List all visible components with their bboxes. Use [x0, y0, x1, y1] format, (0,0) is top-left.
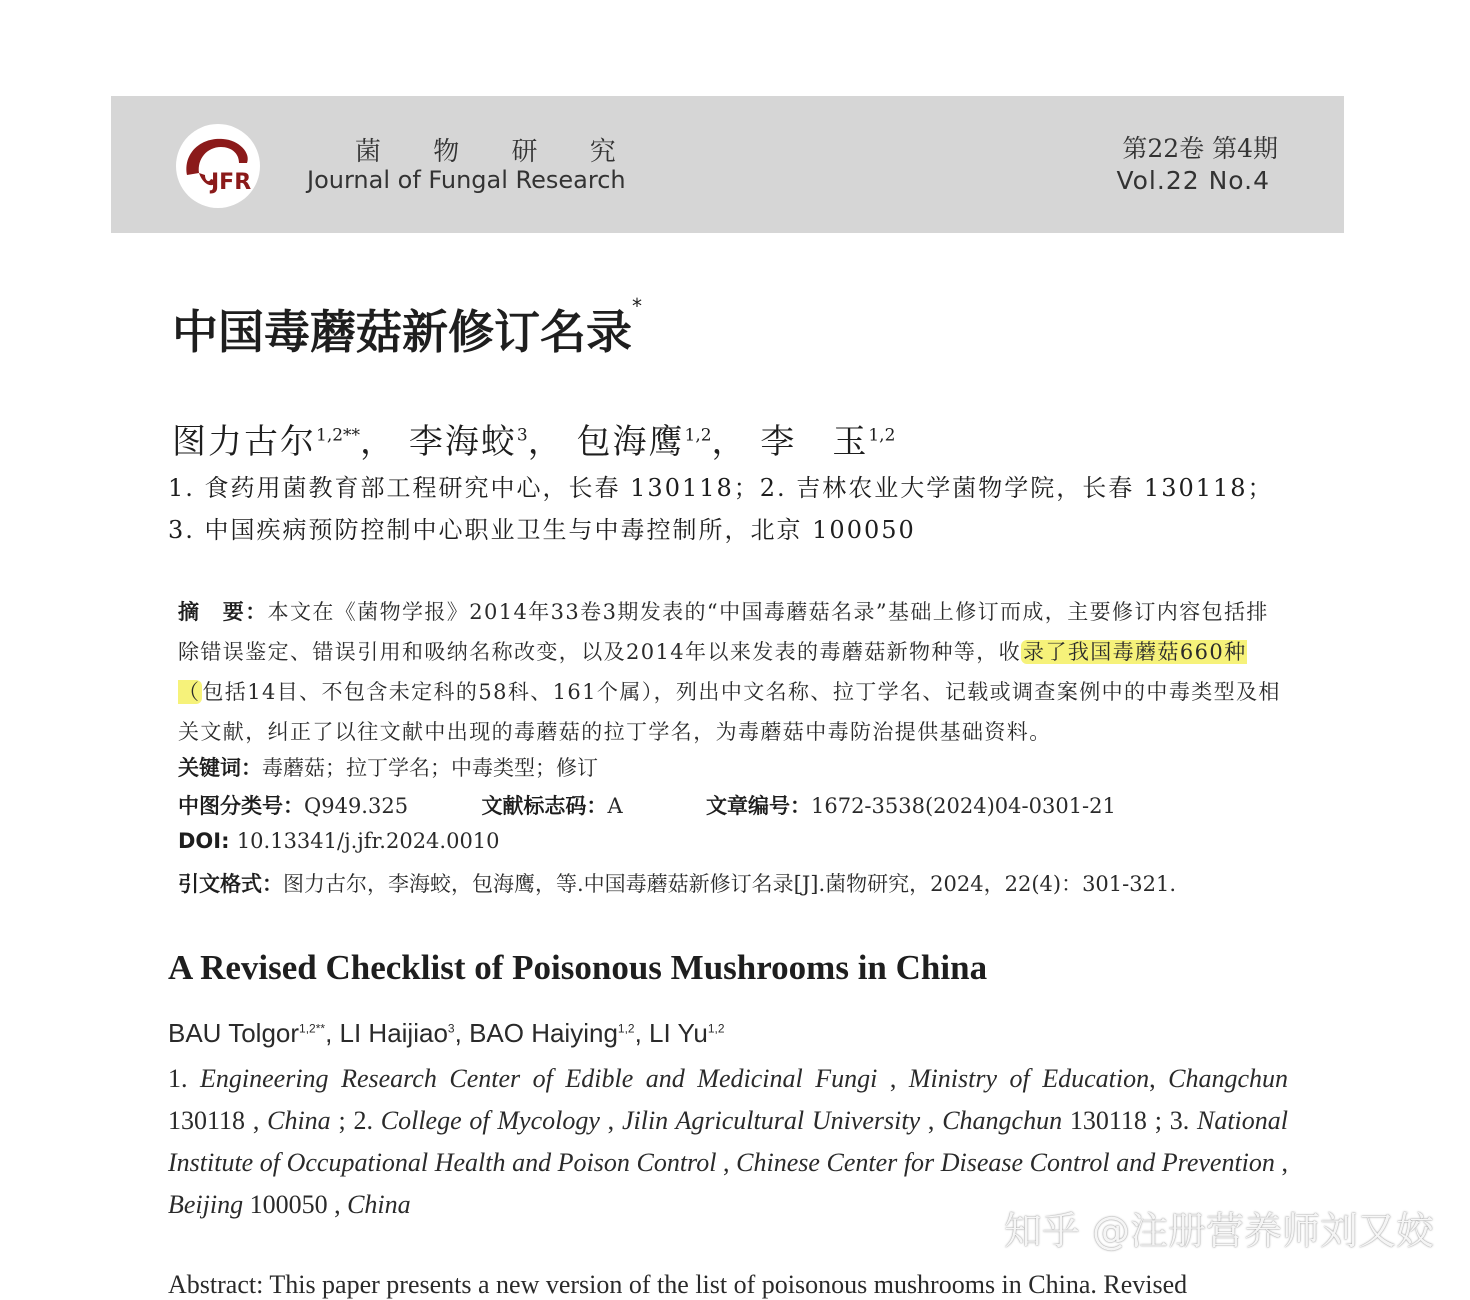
author-cn: 李海蛟	[408, 422, 517, 462]
journal-name-en: Journal of Fungal Research	[307, 166, 626, 194]
authors-en: BAU Tolgor$^{1,2**}$, LI Haijiao$^3$, BAO Haiying$^{1,2}$, LI Yu$^{1,2}$	[168, 1018, 725, 1048]
author-en: LI Haijiao	[339, 1018, 448, 1048]
author-en: LI Yu	[649, 1018, 708, 1048]
journal-name-cn: 菌 物 研 究	[355, 137, 638, 167]
volume-issue-en: Vol.22 No.4	[1116, 166, 1270, 195]
author-cn: 图力古尔	[172, 422, 316, 462]
affiliation-cn-line: 3. 中国疾病预防控制中心职业卫生与中毒控制所，北京 100050	[168, 516, 916, 544]
author-cn: 李 玉	[760, 422, 869, 462]
paper-title-cn: 中国毒蘑菇新修订名录*	[172, 294, 642, 359]
affiliation-cn-line: 1. 食药用菌教育部工程研究中心，长春 130118；2. 吉林农业大学菌物学院，长春 130118；	[168, 474, 1274, 502]
volume-issue-cn: 第22卷 第4期	[1122, 134, 1278, 163]
affiliations-en: 1. Engineering Research Center of Edible and Medicinal Fungi , Ministry of Education, Changchun 130118 , China ; 2. College of Mycology , Jilin Agricultural University , Changchun 130118 ; 3. National Institute of Occupational Health and Poison Control , Chinese Center for Disease Control and Prevention , Beijing 100050 , China	[168, 1064, 1289, 1219]
author-en: BAO Haiying	[469, 1018, 618, 1048]
paper-title-en: A Revised Checklist of Poisonous Mushrooms in China	[168, 948, 988, 987]
abstract-en-partial: Abstract: This paper presents a new version of the list of poisonous mushrooms in China. Revised	[168, 1270, 1188, 1299]
doi: DOI: 10.13341/j.jfr.2024.0010	[178, 829, 500, 853]
classification-line: 中图分类号：Q949.325 文献标志码：A 文章编号：1672-3538(2024)04-0301-21	[178, 794, 1116, 818]
journal-header	[111, 96, 1344, 233]
authors-cn: 图力古尔$^{1,2**}$， 李海蛟$^3$， 包海鹰$^{1,2}$， 李 玉$^{1,2}$	[172, 422, 896, 462]
citation: 引文格式：图力古尔，李海蛟，包海鹰，等.中国毒蘑菇新修订名录[J].菌物研究，2024，22(4)：301-321.	[178, 872, 1176, 896]
author-cn: 包海鹰	[576, 422, 685, 462]
author-en: BAU Tolgor	[168, 1018, 300, 1048]
journal-logo-icon	[173, 123, 263, 208]
abstract-label: 摘 要：	[178, 600, 268, 624]
watermark: 知乎 @注册营养师刘又姣	[1003, 1209, 1434, 1253]
abstract-cn: 摘 要：本文在《菌物学报》2014年33卷3期发表的“中国毒蘑菇名录”基础上修订而成，主要修订内容包括排除错误鉴定、错误引用和吸纳名称改变，以及2014年以来发表的毒蘑菇新物种等，收录了我国毒蘑菇660种（包括14目、不包含未定科的58科、161个属），列出中文名称、拉丁学名、记载或调查案例中的中毒类型及相关文献，纠正了以往文献中出现的毒蘑菇的拉丁学名，为毒蘑菇中毒防治提供基础资料。	[178, 600, 1281, 744]
highlighted-text: 录了我国毒蘑菇660种（	[178, 640, 1247, 704]
keywords: 关键词：毒蘑菇；拉丁学名；中毒类型；修订	[178, 756, 598, 780]
svg-text:JFR: JFR	[211, 170, 252, 195]
